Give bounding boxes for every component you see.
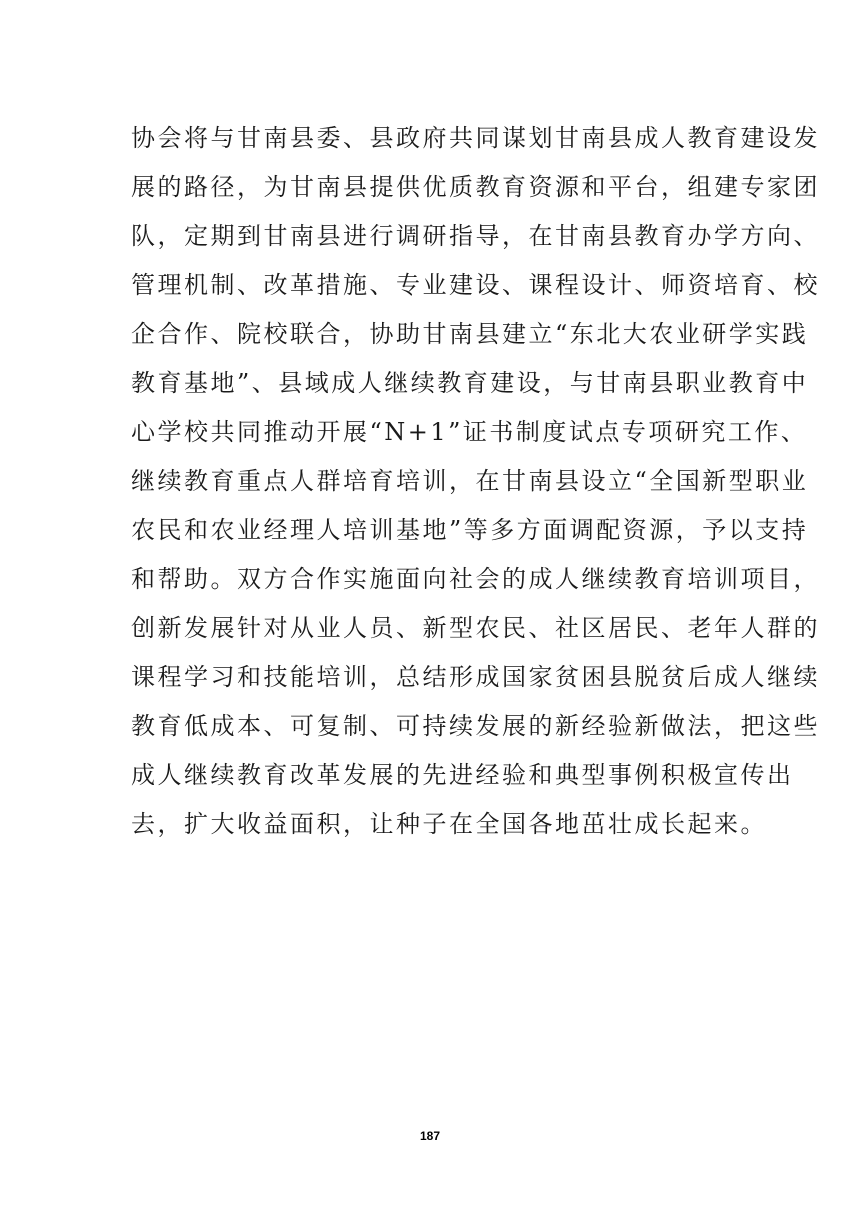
paragraph-line: 队，定期到甘南县进行调研指导，在甘南县教育办学方向、 [131, 222, 820, 250]
paragraph-line: 心学校共同推动开展“N+1”证书制度试点专项研究工作、 [131, 418, 808, 446]
paragraph-line: 企合作、院校联合，协助甘南县建立“东北大农业研学实践 [131, 320, 809, 348]
paragraph-line: 课程学习和技能培训，总结形成国家贫困县脱贫后成人继续 [131, 663, 820, 691]
paragraph-line: 和帮助。双方合作实施面向社会的成人继续教育培训项目， [131, 565, 820, 593]
paragraph-line: 管理机制、改革措施、专业建设、课程设计、师资培育、校 [131, 271, 820, 299]
paragraph-line: 创新发展针对从业人员、新型农民、社区居民、老年人群的 [131, 614, 820, 642]
paragraph-line: 展的路径，为甘南县提供优质教育资源和平台，组建专家团 [131, 173, 820, 201]
paragraph-line: 成人继续教育改革发展的先进经验和典型事例积极宣传出 [131, 761, 794, 789]
paragraph-line: 协会将与甘南县委、县政府共同谋划甘南县成人教育建设发 [131, 124, 820, 152]
paragraph-line: 去，扩大收益面积，让种子在全国各地茁壮成长起来。 [131, 810, 767, 838]
paragraph-line: 继续教育重点人群培育培训，在甘南县设立“全国新型职业 [131, 467, 809, 495]
paragraph-line: 教育低成本、可复制、可持续发展的新经验新做法，把这些 [131, 712, 820, 740]
paragraph-line: 农民和农业经理人培训基地”等多方面调配资源，予以支持 [131, 516, 809, 544]
page-number: 187 [419, 1129, 441, 1143]
paragraph-line: 教育基地”、县域成人继续教育建设，与甘南县职业教育中 [131, 369, 809, 397]
